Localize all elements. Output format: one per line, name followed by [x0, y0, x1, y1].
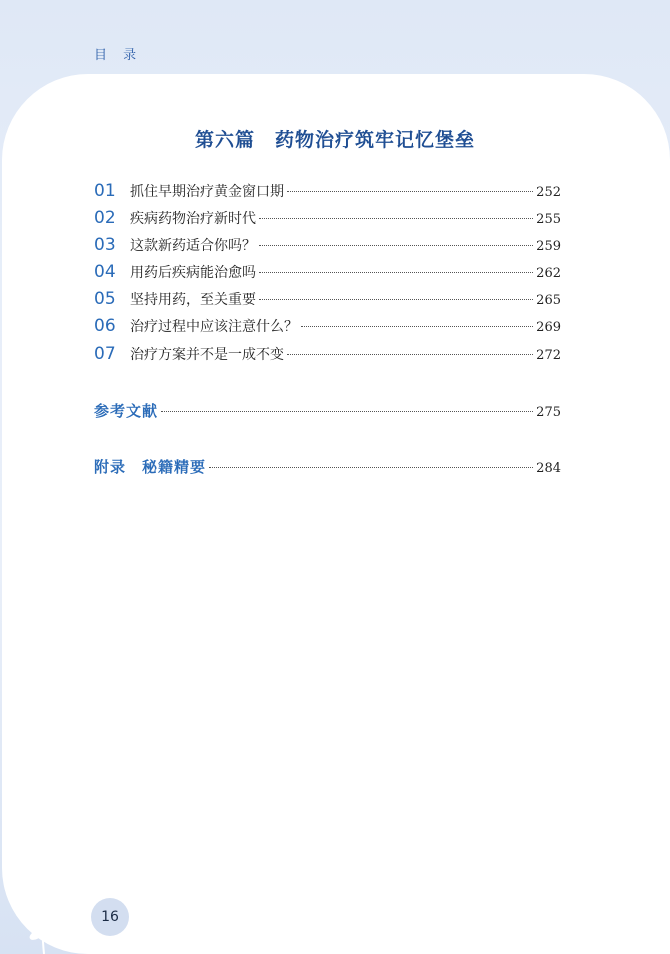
part-title: 第六篇 药物治疗筑牢记忆堡垒	[194, 129, 475, 151]
toc-title: 抓住早期治疗黄金窗口期	[130, 184, 284, 200]
toc-page: 255	[536, 212, 561, 227]
toc-page: 259	[536, 239, 561, 254]
section-page: 275	[536, 405, 561, 420]
toc-number: 06	[94, 316, 116, 336]
toc-number: 03	[94, 235, 116, 255]
dot-leader	[301, 326, 533, 327]
dot-leader	[287, 354, 533, 355]
toc-entry-03[interactable]	[94, 235, 561, 255]
toc-number: 01	[94, 181, 116, 201]
section-title: 参考文献	[94, 402, 159, 420]
dot-leader	[209, 467, 533, 468]
toc-entry-06[interactable]	[94, 316, 561, 336]
toc-title: 用药后疾病能治愈吗	[130, 265, 256, 281]
dot-leader	[259, 272, 533, 273]
toc-entry-04[interactable]	[94, 262, 561, 282]
section-title: 附录 秘籍精要	[94, 458, 207, 476]
toc-entry-05[interactable]	[94, 289, 561, 309]
toc-number: 05	[94, 289, 116, 309]
toc-entry-01[interactable]	[94, 181, 561, 201]
dot-leader	[259, 299, 533, 300]
section-page: 284	[536, 461, 561, 476]
header-label: 目 录	[94, 48, 143, 63]
dot-leader	[259, 245, 533, 246]
toc-entry-07[interactable]	[94, 344, 561, 364]
section-appendix[interactable]	[94, 456, 561, 476]
dot-leader	[161, 411, 533, 412]
toc-page: 252	[536, 185, 561, 200]
toc-page: 272	[536, 348, 561, 363]
toc-title: 治疗方案并不是一成不变	[130, 347, 284, 363]
leaf-decoration-icon	[22, 895, 72, 954]
content-card	[2, 74, 670, 954]
dot-leader	[287, 191, 533, 192]
toc-title: 疾病药物治疗新时代	[130, 211, 256, 227]
toc-number: 04	[94, 262, 116, 282]
toc-title: 坚持用药，至关重要	[130, 292, 256, 308]
toc-title: 治疗过程中应该注意什么？	[130, 319, 298, 335]
toc-page: 262	[536, 266, 561, 281]
toc-page: 265	[536, 293, 561, 308]
toc-title: 这款新药适合你吗？	[130, 238, 256, 254]
toc-entry-02[interactable]	[94, 208, 561, 228]
section-references[interactable]	[94, 400, 561, 420]
toc-number: 07	[94, 344, 116, 364]
toc-page: 269	[536, 320, 561, 335]
dot-leader	[259, 218, 533, 219]
toc-number: 02	[94, 208, 116, 228]
page-number: 16	[91, 898, 129, 936]
